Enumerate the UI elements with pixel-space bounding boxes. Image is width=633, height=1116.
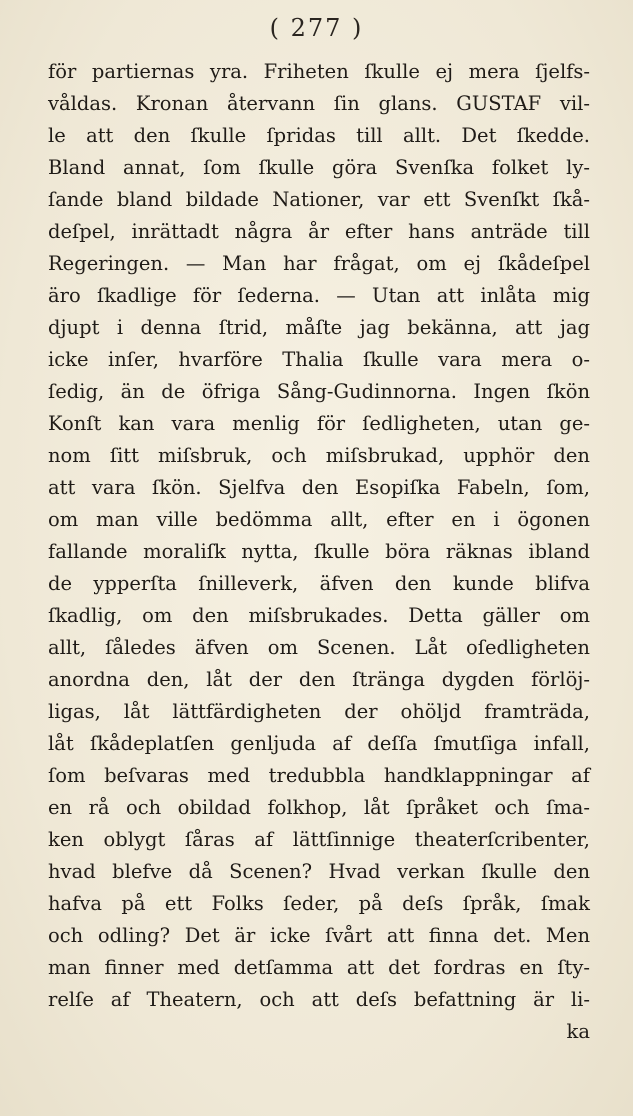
text-line: och odling? Det är icke ſvårt att finna det. Men: [48, 924, 590, 947]
text-line: allt, ſåledes äfven om Scenen. Låt oſedligheten: [48, 636, 590, 659]
body-text: [48, 56, 590, 1048]
text-line: nom ſitt miſsbruk, och miſsbrukad, upphör den: [48, 444, 590, 467]
text-line: anordna den, låt der den ſtränga dygden förlöj-: [48, 668, 590, 691]
text-line: deſpel, inrättadt några år efter hans anträde till: [48, 220, 590, 243]
catchword: ka: [566, 1020, 590, 1043]
text-line: om man ville bedömma allt, efter en i ögonen: [48, 508, 590, 531]
text-line: man finner med detſamma att det fordras en ſty-: [48, 956, 590, 979]
text-line: ligas, låt lättfärdigheten der ohöljd framträda,: [48, 700, 590, 723]
text-line: le att den ſkulle ſpridas till allt. Det ſkedde.: [48, 124, 590, 147]
text-line: ſedig, än de öfriga Sång-Gudinnorna. Ingen ſkön: [48, 380, 590, 403]
text-line: hafva på ett Folks ſeder, på deſs ſpråk, ſmak: [48, 892, 590, 915]
text-line: Konſt kan vara menlig för ſedligheten, utan ge-: [48, 412, 590, 435]
text-line: de ypperſta ſnilleverk, äfven den kunde blifva: [48, 572, 590, 595]
text-line: icke inſer, hvarföre Thalia ſkulle vara mera o-: [48, 348, 590, 371]
text-line: våldas. Kronan återvann ſin glans. GUSTAF vil-: [48, 92, 590, 115]
text-line: hvad blefve då Scenen? Hvad verkan ſkulle den: [48, 860, 590, 883]
text-line: att vara ſkön. Sjelfva den Esopiſka Fabeln, ſom,: [48, 476, 590, 499]
text-line: ken oblygt ſåras af lättſinnige theaterſcribenter,: [48, 828, 590, 851]
text-line: ſkadlig, om den miſsbrukades. Detta gäller om: [48, 604, 590, 627]
text-line: äro ſkadlige för ſederna. — Utan att inlåta mig: [48, 284, 590, 307]
text-line: ſande bland bildade Nationer, var ett Svenſkt ſkå-: [48, 188, 590, 211]
page-number-header: ( 277 ): [269, 14, 364, 42]
text-line: en rå och obildad folkhop, låt ſpråket och ſma-: [48, 796, 590, 819]
text-line: djupt i denna ſtrid, måſte jag bekänna, att jag: [48, 316, 590, 339]
text-line: för partiernas yra. Friheten ſkulle ej mera ſjelfs-: [48, 60, 590, 83]
text-line: relſe af Theatern, och att deſs befattning är li-: [48, 988, 590, 1011]
text-line: fallande moraliſk nytta, ſkulle böra räknas ibland: [48, 540, 590, 563]
text-line: låt ſkådeplatſen genljuda af deſſa ſmutſiga infall,: [48, 732, 590, 755]
text-line: Regeringen. — Man har frågat, om ej ſkådeſpel: [48, 252, 590, 275]
text-line: Bland annat, ſom ſkulle göra Svenſka folket ly-: [48, 156, 590, 179]
text-line: ſom beſvaras med tredubbla handklappningar af: [48, 764, 590, 787]
